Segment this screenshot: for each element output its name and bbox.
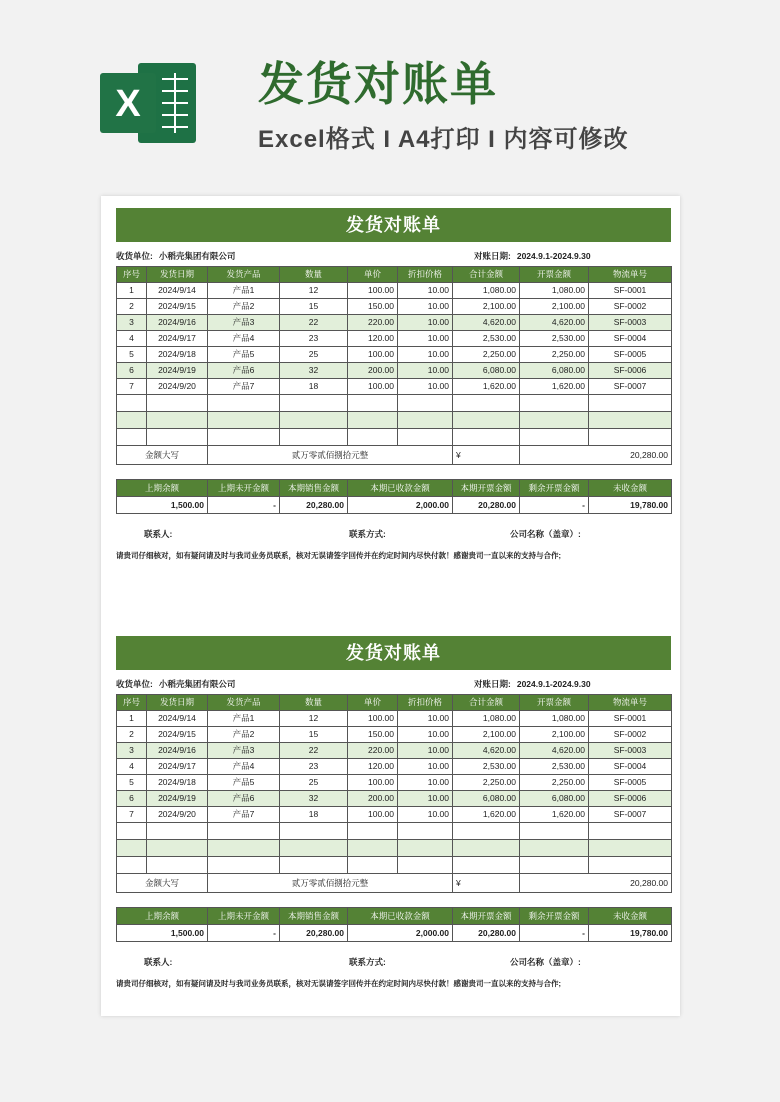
table-cell: 32 bbox=[280, 363, 348, 379]
currency-symbol: ¥ bbox=[453, 446, 520, 465]
table-cell bbox=[398, 857, 453, 874]
table-cell: 2 bbox=[117, 727, 147, 743]
total-words: 贰万零贰佰捌拾元整 bbox=[208, 874, 453, 893]
summary-header: 剩余开票金额 bbox=[520, 908, 589, 925]
blank-row bbox=[117, 429, 672, 446]
table-cell: 10.00 bbox=[398, 743, 453, 759]
table-cell bbox=[280, 395, 348, 412]
table-cell: 2024/9/14 bbox=[147, 283, 208, 299]
table-cell: 4 bbox=[117, 759, 147, 775]
table-cell: 100.00 bbox=[348, 283, 398, 299]
table-cell bbox=[589, 395, 672, 412]
table-cell bbox=[453, 840, 520, 857]
table-cell: 2024/9/19 bbox=[147, 363, 208, 379]
total-label: 金额大写 bbox=[117, 874, 208, 893]
table-cell bbox=[398, 429, 453, 446]
table-cell bbox=[280, 429, 348, 446]
contact-label: 联系人: bbox=[144, 957, 173, 967]
table-cell: 100.00 bbox=[348, 379, 398, 395]
document-paper bbox=[101, 196, 680, 1016]
table-cell: 2024/9/17 bbox=[147, 331, 208, 347]
table-cell: 3 bbox=[117, 315, 147, 331]
logo-letter: X bbox=[115, 83, 141, 125]
table-cell: SF-0005 bbox=[589, 347, 672, 363]
summary-header: 上期余额 bbox=[117, 480, 208, 497]
table-cell: 2024/9/14 bbox=[147, 711, 208, 727]
table-cell bbox=[147, 840, 208, 857]
table-cell: - bbox=[520, 497, 589, 514]
table-row bbox=[117, 775, 672, 791]
table-cell: SF-0007 bbox=[589, 807, 672, 823]
table-cell bbox=[280, 823, 348, 840]
contact-label: 联系人: bbox=[144, 529, 173, 539]
summary-table bbox=[116, 479, 672, 514]
table-cell: 220.00 bbox=[348, 315, 398, 331]
table-cell: 2024/9/17 bbox=[147, 759, 208, 775]
total-amount: 20,280.00 bbox=[520, 874, 672, 893]
table-cell: 2,530.00 bbox=[453, 331, 520, 347]
statement-sheet-1 bbox=[116, 208, 671, 561]
table-cell: 25 bbox=[280, 347, 348, 363]
phone-label: 联系方式: bbox=[349, 957, 386, 967]
table-cell bbox=[147, 412, 208, 429]
table-cell: 10.00 bbox=[398, 791, 453, 807]
table-cell bbox=[520, 823, 589, 840]
total-amount: 20,280.00 bbox=[520, 446, 672, 465]
table-cell bbox=[398, 412, 453, 429]
blank-row bbox=[117, 857, 672, 874]
col-header: 合计金额 bbox=[453, 695, 520, 711]
summary-header: 未收金额 bbox=[589, 908, 672, 925]
table-cell: 10.00 bbox=[398, 711, 453, 727]
sheet-title: 发货对账单 bbox=[116, 208, 671, 242]
table-cell bbox=[147, 857, 208, 874]
table-cell bbox=[348, 412, 398, 429]
table-row bbox=[117, 727, 672, 743]
table-cell bbox=[520, 857, 589, 874]
table-cell: 20,280.00 bbox=[453, 497, 520, 514]
total-row bbox=[117, 446, 672, 465]
table-row bbox=[117, 743, 672, 759]
table-cell: 2,530.00 bbox=[520, 759, 589, 775]
summary-header: 剩余开票金额 bbox=[520, 480, 589, 497]
date-label: 对账日期: bbox=[474, 679, 511, 689]
customer-label: 收货单位: bbox=[116, 251, 153, 261]
table-cell: 32 bbox=[280, 791, 348, 807]
table-cell: 产品6 bbox=[208, 791, 280, 807]
table-cell: SF-0006 bbox=[589, 791, 672, 807]
table-cell bbox=[117, 857, 147, 874]
table-cell: 2024/9/20 bbox=[147, 807, 208, 823]
table-cell: 20,280.00 bbox=[453, 925, 520, 942]
table-cell bbox=[117, 412, 147, 429]
sheet-title: 发货对账单 bbox=[116, 636, 671, 670]
table-cell: 产品4 bbox=[208, 759, 280, 775]
table-cell: 6,080.00 bbox=[453, 791, 520, 807]
table-cell: 2,000.00 bbox=[348, 925, 453, 942]
table-cell: 10.00 bbox=[398, 283, 453, 299]
customer-label: 收货单位: bbox=[116, 679, 153, 689]
col-header: 序号 bbox=[117, 267, 147, 283]
table-cell: 1,080.00 bbox=[520, 283, 589, 299]
table-cell bbox=[208, 429, 280, 446]
col-header: 折扣价格 bbox=[398, 695, 453, 711]
table-cell: 产品3 bbox=[208, 743, 280, 759]
table-cell: 产品1 bbox=[208, 711, 280, 727]
footer-note: 请贵司仔细核对，如有疑问请及时与我司业务员联系，核对无误请签字回传并在约定时间内尽快付款！感谢贵司一直以来的支持与合作; bbox=[116, 979, 561, 988]
table-cell: 2,250.00 bbox=[520, 347, 589, 363]
table-cell: 5 bbox=[117, 775, 147, 791]
table-row bbox=[117, 363, 672, 379]
summary-header: 本期开票金额 bbox=[453, 908, 520, 925]
table-cell bbox=[280, 840, 348, 857]
date-value: 2024.9.1-2024.9.30 bbox=[516, 679, 591, 689]
table-row bbox=[117, 283, 672, 299]
table-cell: 1,500.00 bbox=[117, 497, 208, 514]
table-cell: 6 bbox=[117, 791, 147, 807]
table-cell: 19,780.00 bbox=[589, 925, 672, 942]
table-cell: 4,620.00 bbox=[520, 743, 589, 759]
table-cell bbox=[280, 857, 348, 874]
table-cell: 25 bbox=[280, 775, 348, 791]
table-cell bbox=[520, 412, 589, 429]
table-cell: - bbox=[208, 497, 280, 514]
table-cell: 10.00 bbox=[398, 347, 453, 363]
table-cell: 2,530.00 bbox=[453, 759, 520, 775]
table-cell: 22 bbox=[280, 315, 348, 331]
table-cell bbox=[348, 857, 398, 874]
table-cell: 22 bbox=[280, 743, 348, 759]
table-cell: 1,620.00 bbox=[453, 379, 520, 395]
col-header: 单价 bbox=[348, 695, 398, 711]
table-cell: 10.00 bbox=[398, 379, 453, 395]
col-header: 开票金额 bbox=[520, 695, 589, 711]
col-header: 序号 bbox=[117, 695, 147, 711]
company-label: 公司名称（盖章）: bbox=[510, 529, 581, 539]
sheet-meta bbox=[116, 242, 671, 266]
table-row bbox=[117, 711, 672, 727]
table-cell: 2024/9/20 bbox=[147, 379, 208, 395]
table-cell: 2,100.00 bbox=[453, 299, 520, 315]
table-cell bbox=[398, 823, 453, 840]
table-cell: SF-0003 bbox=[589, 743, 672, 759]
table-row bbox=[117, 791, 672, 807]
detail-table bbox=[116, 266, 672, 465]
summary-header: 本期已收款金额 bbox=[348, 908, 453, 925]
statement-sheet-2 bbox=[116, 636, 671, 989]
blank-row bbox=[117, 840, 672, 857]
table-cell: 10.00 bbox=[398, 363, 453, 379]
table-cell bbox=[589, 840, 672, 857]
excel-logo-icon bbox=[100, 57, 198, 149]
contact-row bbox=[116, 952, 671, 974]
table-cell: 1 bbox=[117, 283, 147, 299]
summary-header: 本期销售金额 bbox=[280, 908, 348, 925]
col-header: 单价 bbox=[348, 267, 398, 283]
table-cell bbox=[398, 395, 453, 412]
table-cell: 23 bbox=[280, 331, 348, 347]
table-cell bbox=[117, 840, 147, 857]
table-cell bbox=[280, 412, 348, 429]
table-cell: 1,620.00 bbox=[520, 379, 589, 395]
table-cell: 10.00 bbox=[398, 775, 453, 791]
table-cell bbox=[117, 395, 147, 412]
table-cell: 6 bbox=[117, 363, 147, 379]
table-cell: 产品1 bbox=[208, 283, 280, 299]
table-cell: 19,780.00 bbox=[589, 497, 672, 514]
table-cell: 10.00 bbox=[398, 315, 453, 331]
table-cell: 15 bbox=[280, 299, 348, 315]
table-cell: SF-0001 bbox=[589, 711, 672, 727]
total-row bbox=[117, 874, 672, 893]
table-cell: 2,250.00 bbox=[520, 775, 589, 791]
table-cell: 产品3 bbox=[208, 315, 280, 331]
table-row bbox=[117, 347, 672, 363]
blank-row bbox=[117, 823, 672, 840]
sheet-meta bbox=[116, 670, 671, 694]
table-cell bbox=[520, 395, 589, 412]
table-cell bbox=[348, 823, 398, 840]
table-cell: 2,000.00 bbox=[348, 497, 453, 514]
table-cell bbox=[589, 857, 672, 874]
col-header: 发货产品 bbox=[208, 267, 280, 283]
table-cell: 2024/9/18 bbox=[147, 775, 208, 791]
table-row bbox=[117, 379, 672, 395]
table-cell bbox=[398, 840, 453, 857]
table-cell: 12 bbox=[280, 283, 348, 299]
table-cell: 2,250.00 bbox=[453, 775, 520, 791]
table-cell: SF-0007 bbox=[589, 379, 672, 395]
summary-row bbox=[117, 925, 672, 942]
table-cell: 100.00 bbox=[348, 347, 398, 363]
company-label: 公司名称（盖章）: bbox=[510, 957, 581, 967]
table-cell: 200.00 bbox=[348, 363, 398, 379]
table-cell: 2024/9/16 bbox=[147, 315, 208, 331]
table-cell: 2024/9/18 bbox=[147, 347, 208, 363]
summary-table bbox=[116, 907, 672, 942]
table-cell: 2,250.00 bbox=[453, 347, 520, 363]
table-cell bbox=[453, 823, 520, 840]
table-cell bbox=[348, 840, 398, 857]
date-label: 对账日期: bbox=[474, 251, 511, 261]
table-cell: 2024/9/19 bbox=[147, 791, 208, 807]
table-cell: 2,100.00 bbox=[520, 299, 589, 315]
table-cell: 150.00 bbox=[348, 727, 398, 743]
summary-header: 本期开票金额 bbox=[453, 480, 520, 497]
phone-label: 联系方式: bbox=[349, 529, 386, 539]
table-cell bbox=[208, 395, 280, 412]
table-cell: 18 bbox=[280, 379, 348, 395]
col-header: 物流单号 bbox=[589, 695, 672, 711]
table-cell: SF-0006 bbox=[589, 363, 672, 379]
col-header: 物流单号 bbox=[589, 267, 672, 283]
col-header: 发货日期 bbox=[147, 695, 208, 711]
customer-value: 小稻壳集团有限公司 bbox=[158, 679, 236, 689]
date-value: 2024.9.1-2024.9.30 bbox=[516, 251, 591, 261]
table-cell: 5 bbox=[117, 347, 147, 363]
table-cell: 2,100.00 bbox=[453, 727, 520, 743]
table-cell: - bbox=[208, 925, 280, 942]
table-cell: SF-0005 bbox=[589, 775, 672, 791]
table-cell: 4 bbox=[117, 331, 147, 347]
table-cell: 100.00 bbox=[348, 775, 398, 791]
table-cell bbox=[520, 429, 589, 446]
col-header: 数量 bbox=[280, 695, 348, 711]
summary-header: 上期未开金额 bbox=[208, 908, 280, 925]
table-cell: SF-0002 bbox=[589, 727, 672, 743]
table-cell: 3 bbox=[117, 743, 147, 759]
summary-header: 本期销售金额 bbox=[280, 480, 348, 497]
blank-row bbox=[117, 395, 672, 412]
summary-header: 未收金额 bbox=[589, 480, 672, 497]
table-cell bbox=[520, 840, 589, 857]
table-cell: SF-0004 bbox=[589, 759, 672, 775]
table-cell: 220.00 bbox=[348, 743, 398, 759]
table-cell: 1,620.00 bbox=[520, 807, 589, 823]
table-row bbox=[117, 807, 672, 823]
table-cell: 2024/9/15 bbox=[147, 727, 208, 743]
col-header: 开票金额 bbox=[520, 267, 589, 283]
table-cell: 产品7 bbox=[208, 807, 280, 823]
table-row bbox=[117, 331, 672, 347]
table-cell: 6,080.00 bbox=[453, 363, 520, 379]
table-cell bbox=[147, 429, 208, 446]
table-cell bbox=[453, 429, 520, 446]
table-cell: 20,280.00 bbox=[280, 497, 348, 514]
table-cell bbox=[117, 823, 147, 840]
table-cell: 2024/9/15 bbox=[147, 299, 208, 315]
table-cell: 1,080.00 bbox=[453, 283, 520, 299]
table-cell bbox=[589, 429, 672, 446]
table-cell: 产品7 bbox=[208, 379, 280, 395]
table-cell: 10.00 bbox=[398, 807, 453, 823]
customer-value: 小稻壳集团有限公司 bbox=[158, 251, 236, 261]
total-words: 贰万零贰佰捌拾元整 bbox=[208, 446, 453, 465]
table-cell: 6,080.00 bbox=[520, 791, 589, 807]
currency-symbol: ¥ bbox=[453, 874, 520, 893]
table-cell: 20,280.00 bbox=[280, 925, 348, 942]
contact-row bbox=[116, 524, 671, 546]
table-cell: SF-0002 bbox=[589, 299, 672, 315]
table-cell bbox=[589, 823, 672, 840]
col-header: 折扣价格 bbox=[398, 267, 453, 283]
table-cell bbox=[147, 823, 208, 840]
table-cell: - bbox=[520, 925, 589, 942]
table-cell bbox=[589, 412, 672, 429]
table-cell bbox=[208, 857, 280, 874]
col-header: 合计金额 bbox=[453, 267, 520, 283]
summary-header: 上期余额 bbox=[117, 908, 208, 925]
col-header: 数量 bbox=[280, 267, 348, 283]
table-cell: 产品5 bbox=[208, 775, 280, 791]
table-cell: 1,080.00 bbox=[453, 711, 520, 727]
table-row bbox=[117, 299, 672, 315]
table-cell: 100.00 bbox=[348, 711, 398, 727]
table-cell: 产品6 bbox=[208, 363, 280, 379]
table-cell: 10.00 bbox=[398, 299, 453, 315]
table-cell: 100.00 bbox=[348, 807, 398, 823]
summary-header: 上期未开金额 bbox=[208, 480, 280, 497]
table-cell: 120.00 bbox=[348, 331, 398, 347]
table-cell: 6,080.00 bbox=[520, 363, 589, 379]
table-cell bbox=[208, 412, 280, 429]
summary-header: 本期已收款金额 bbox=[348, 480, 453, 497]
table-cell: SF-0004 bbox=[589, 331, 672, 347]
table-cell: 200.00 bbox=[348, 791, 398, 807]
table-cell: 7 bbox=[117, 379, 147, 395]
table-cell bbox=[453, 412, 520, 429]
table-cell: 2024/9/16 bbox=[147, 743, 208, 759]
table-cell: 23 bbox=[280, 759, 348, 775]
table-cell: 10.00 bbox=[398, 331, 453, 347]
detail-table bbox=[116, 694, 672, 893]
table-cell: 10.00 bbox=[398, 759, 453, 775]
table-cell: 产品5 bbox=[208, 347, 280, 363]
table-cell: 产品2 bbox=[208, 299, 280, 315]
total-label: 金额大写 bbox=[117, 446, 208, 465]
summary-row bbox=[117, 497, 672, 514]
table-cell bbox=[208, 840, 280, 857]
table-cell bbox=[208, 823, 280, 840]
table-cell: 2 bbox=[117, 299, 147, 315]
table-cell: 1,080.00 bbox=[520, 711, 589, 727]
table-cell: 10.00 bbox=[398, 727, 453, 743]
table-cell bbox=[147, 395, 208, 412]
table-cell: SF-0003 bbox=[589, 315, 672, 331]
table-cell: 4,620.00 bbox=[453, 743, 520, 759]
blank-row bbox=[117, 412, 672, 429]
table-cell: 产品2 bbox=[208, 727, 280, 743]
page-title: 发货对账单 bbox=[258, 58, 498, 110]
table-cell: 产品4 bbox=[208, 331, 280, 347]
col-header: 发货日期 bbox=[147, 267, 208, 283]
table-cell bbox=[348, 429, 398, 446]
table-cell: 150.00 bbox=[348, 299, 398, 315]
table-cell bbox=[453, 395, 520, 412]
table-cell: 15 bbox=[280, 727, 348, 743]
table-cell: 12 bbox=[280, 711, 348, 727]
table-cell: 4,620.00 bbox=[520, 315, 589, 331]
table-cell: SF-0001 bbox=[589, 283, 672, 299]
table-row bbox=[117, 315, 672, 331]
table-cell: 4,620.00 bbox=[453, 315, 520, 331]
footer-note: 请贵司仔细核对，如有疑问请及时与我司业务员联系，核对无误请签字回传并在约定时间内尽快付款！感谢贵司一直以来的支持与合作; bbox=[116, 551, 561, 560]
table-row bbox=[117, 759, 672, 775]
table-cell: 1 bbox=[117, 711, 147, 727]
table-cell: 7 bbox=[117, 807, 147, 823]
table-cell: 18 bbox=[280, 807, 348, 823]
table-cell bbox=[348, 395, 398, 412]
table-cell: 1,620.00 bbox=[453, 807, 520, 823]
table-cell: 2,530.00 bbox=[520, 331, 589, 347]
table-cell: 2,100.00 bbox=[520, 727, 589, 743]
table-cell bbox=[117, 429, 147, 446]
page-subtitle: Excel格式 I A4打印 I 内容可修改 bbox=[258, 126, 629, 153]
table-cell: 1,500.00 bbox=[117, 925, 208, 942]
table-cell: 120.00 bbox=[348, 759, 398, 775]
table-cell bbox=[453, 857, 520, 874]
col-header: 发货产品 bbox=[208, 695, 280, 711]
